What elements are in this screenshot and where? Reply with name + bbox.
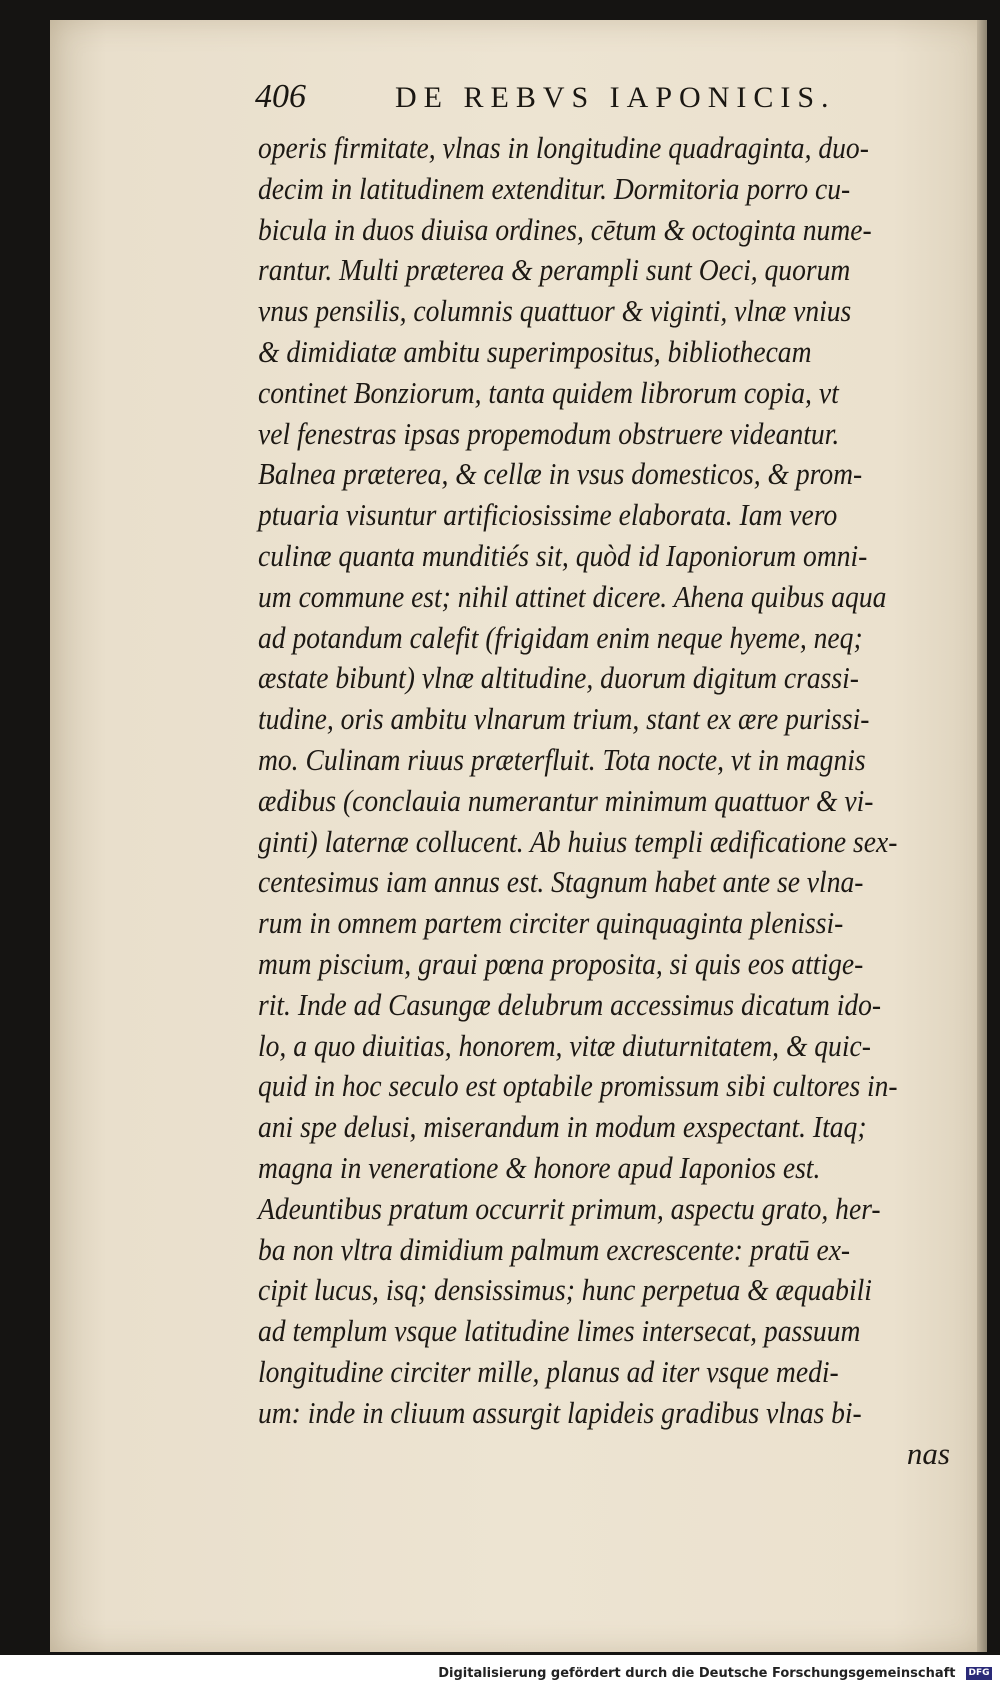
page-header <box>255 78 875 126</box>
text-line: ptuaria visuntur artificiosissime elaborata. Iam vero <box>258 497 838 533</box>
text-line: ad potandum calefit (frigidam enim neque hyeme, neq; <box>258 619 863 655</box>
page-number: 406 <box>255 78 306 115</box>
text-line: lo, a quo diuitias, honorem, vitæ diuturnitatem, & quic- <box>258 1027 871 1063</box>
text-line: magna in veneratione & honore apud Iaponios est. <box>258 1149 821 1185</box>
text-line: operis firmitate, vlnas in longitudine quadraginta, duo- <box>258 130 869 165</box>
text-line: rantur. Multi præterea & perampli sunt Oeci, quorum <box>258 252 851 288</box>
body-text <box>258 128 978 1474</box>
catchword: nas <box>906 1435 950 1471</box>
text-line: um commune est; nihil attinet dicere. Ahena quibus aqua <box>258 578 887 614</box>
text-line: ædibus (conclauia numerantur minimum quattuor & vi- <box>258 782 874 818</box>
text-line: longitudine circiter mille, planus ad iter vsque medi- <box>258 1353 839 1389</box>
text-line: æstate bibunt) vlnæ altitudine, duorum digitum crassi- <box>258 660 859 696</box>
text-line: centesimus iam annus est. Stagnum habet ante se vlna- <box>258 864 864 900</box>
text-line: mum piscium, graui pœna proposita, si quis eos attige- <box>258 945 864 981</box>
text-line: ani spe delusi, miserandum in modum exspectant. Itaq; <box>258 1109 867 1145</box>
running-head: DE REBVS IAPONICIS. <box>395 81 836 114</box>
text-line: culinæ quanta munditiés sit, quòd id Iaponiorum omni- <box>258 537 868 573</box>
text-line: ginti) laternæ collucent. Ab huius templi ædificatione sex- <box>258 823 898 859</box>
text-line: ba non vltra dimidium palmum excrescente: pratū ex- <box>258 1231 851 1267</box>
credit-text: Digitalisierung gefördert durch die Deutsche Forschungsgemeinschaft <box>438 1666 956 1681</box>
text-line: bicula in duos diuisa ordines, cētum & octoginta nume- <box>258 211 872 247</box>
text-line: tudine, oris ambitu vlnarum trium, stant ex ære purissi- <box>258 701 870 737</box>
text-line: quid in hoc seculo est optabile promissum sibi cultores in- <box>258 1068 898 1104</box>
text-line: rit. Inde ad Casungæ delubrum accessimus dicatum ido- <box>258 986 882 1022</box>
text-line: mo. Culinam riuus præterfluit. Tota nocte, vt in magnis <box>258 741 866 777</box>
text-line: cipit lucus, isq; densissimus; hunc perpetua & æquabili <box>258 1272 872 1308</box>
text-line: continet Bonziorum, tanta quidem librorum copia, vt <box>258 374 839 410</box>
text-line: & dimidiatæ ambitu superimpositus, bibliothecam <box>258 333 812 369</box>
page-edge <box>977 20 987 1652</box>
dfg-logo: DFG <box>966 1667 992 1680</box>
text-line: vel fenestras ipsas propemodum obstruere videantur. <box>258 415 840 451</box>
text-line: Adeuntibus pratum occurrit primum, aspectu grato, her- <box>258 1190 881 1226</box>
text-line: ad templum vsque latitudine limes intersecat, passuum <box>258 1313 861 1349</box>
text-line: Balnea præterea, & cellæ in vsus domesticos, & prom- <box>258 456 863 492</box>
text-line: rum in omnem partem circiter quinquaginta plenissi- <box>258 905 844 941</box>
text-line: vnus pensilis, columnis quattuor & viginti, vlnæ vnius <box>258 293 852 329</box>
digitization-credit <box>0 1662 992 1686</box>
text-line: um: inde in cliuum assurgit lapideis gradibus vlnas bi- <box>258 1394 862 1430</box>
text-line: decim in latitudinem extenditur. Dormitoria porro cu- <box>258 170 851 206</box>
